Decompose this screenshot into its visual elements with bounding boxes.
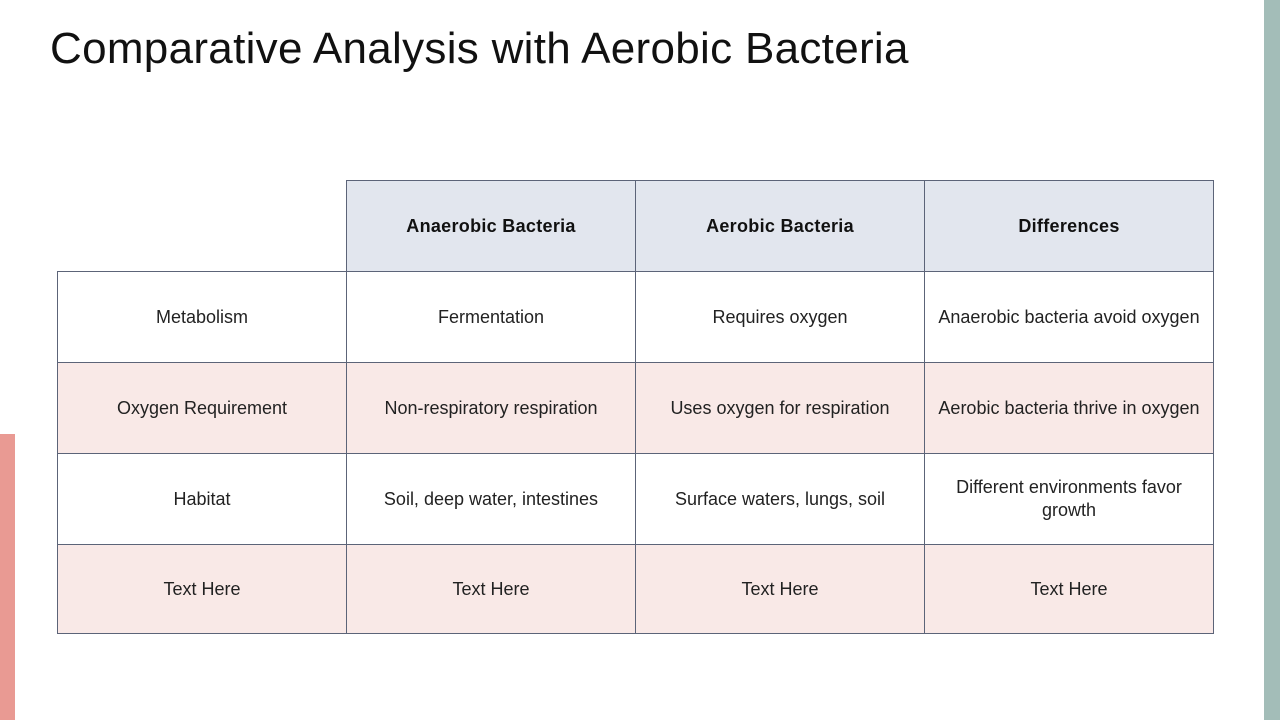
table-row xyxy=(58,363,1214,454)
table-row xyxy=(58,545,1214,634)
row-label-cell: Metabolism xyxy=(58,272,347,363)
table-cell: Fermentation xyxy=(347,272,636,363)
left-accent-bar xyxy=(0,434,15,720)
header-cell-aerobic: Aerobic Bacteria xyxy=(636,181,925,272)
right-accent-bar xyxy=(1264,0,1280,720)
table-cell: Text Here xyxy=(925,545,1214,634)
slide-title: Comparative Analysis with Aerobic Bacteria xyxy=(50,24,909,73)
row-label-cell: Text Here xyxy=(58,545,347,634)
table-cell: Requires oxygen xyxy=(636,272,925,363)
table-cell: Surface waters, lungs, soil xyxy=(636,454,925,545)
table-cell: Aerobic bacteria thrive in oxygen xyxy=(925,363,1214,454)
row-label-cell: Habitat xyxy=(58,454,347,545)
table-cell: Soil, deep water, intestines xyxy=(347,454,636,545)
table-row xyxy=(58,272,1214,363)
table-cell: Anaerobic bacteria avoid oxygen xyxy=(925,272,1214,363)
table-row xyxy=(58,454,1214,545)
table-cell: Text Here xyxy=(347,545,636,634)
header-cell-anaerobic: Anaerobic Bacteria xyxy=(347,181,636,272)
header-cell-differences: Differences xyxy=(925,181,1214,272)
table-cell: Different environments favor growth xyxy=(925,454,1214,545)
row-label-cell: Oxygen Requirement xyxy=(58,363,347,454)
header-cell-empty xyxy=(58,181,347,272)
comparison-table xyxy=(57,180,1214,634)
table-cell: Uses oxygen for respiration xyxy=(636,363,925,454)
table-cell: Non-respiratory respiration xyxy=(347,363,636,454)
table-cell: Text Here xyxy=(636,545,925,634)
table-header-row xyxy=(58,181,1214,272)
